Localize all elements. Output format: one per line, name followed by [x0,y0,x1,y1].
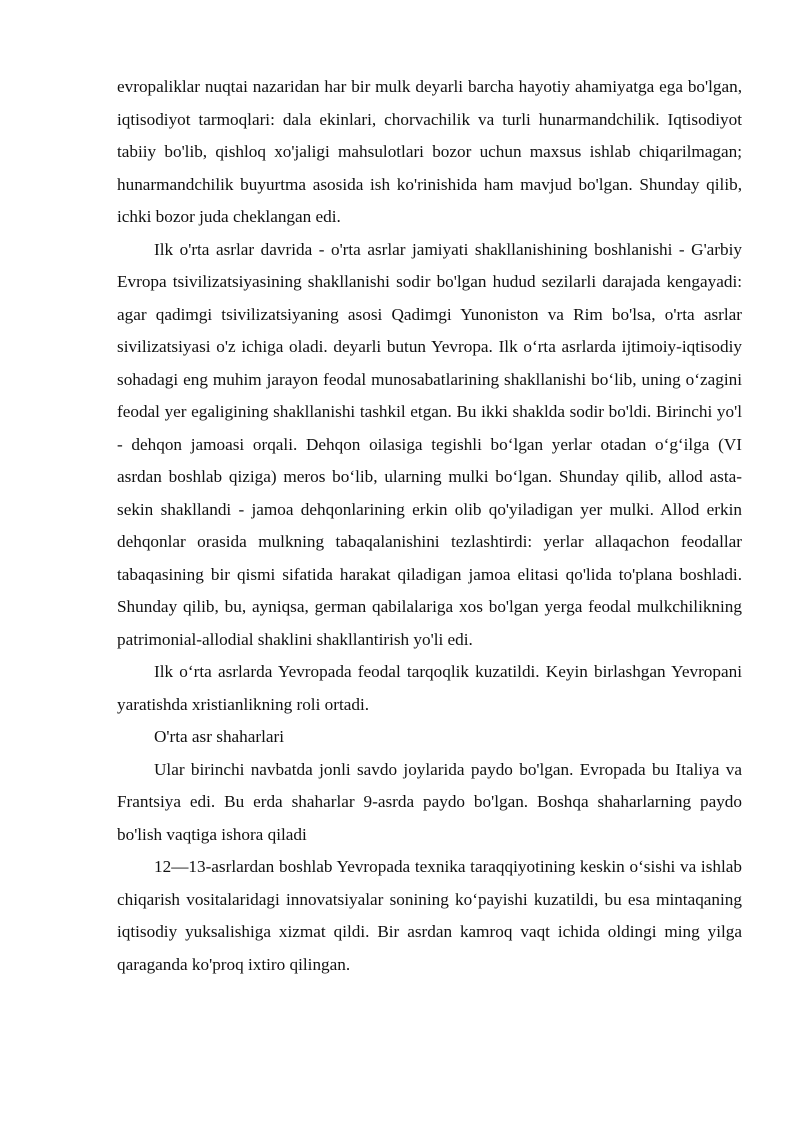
paragraph-4: Ular birinchi navbatda jonli savdo joylarida paydo bo'lgan. Evropada bu Italiya va Frantsiya edi. Bu erda shaharlar 9-asrda paydo bo'lgan. Boshqa shaharlarning paydo bo'lish vaqtiga ishora qiladi [117,759,742,844]
paragraph-3: Ilk o‘rta asrlarda Yevropada feodal tarqoqlik kuzatildi. Keyin birlashgan Yevropani yaratishda xristianlikning roli ortadi. [117,662,742,714]
section-heading: O'rta asr shaharlari [154,727,285,746]
document-page [117,71,742,981]
paragraph-1: evropaliklar nuqtai nazaridan har bir mulk deyarli barcha hayotiy ahamiyatga ega bo'lgan, iqtisodiyot tarmoqlari: dala ekinlari, chorvachilik va turli hunarmandchilik. Iqtisodiyot tabiiy bo'lib, qishloq xo'jaligi mahsulotlari bozor uchun maxsus ishlab chiqarilmagan; hunarmandchilik buyurtma asosida ish ko'rinishida ham mavjud bo'lgan. Shunday qilib, ichki bozor juda cheklangan edi. [117,77,742,226]
paragraph-5: 12—13-asrlardan boshlab Yevropada texnika taraqqiyotining keskin o‘sishi va ishlab chiqarish vositalaridagi innovatsiyalar sonining ko‘payishi kuzatildi, bu esa mintaqaning iqtisodiy yuksalishiga xizmat qildi. Bir asrdan kamroq vaqt ichida oldingi ming yilga qaraganda ko'proq ixtiro qilingan. [117,857,742,974]
paragraph-2: Ilk o'rta asrlar davrida - o'rta asrlar jamiyati shakllanishining boshlanishi - G'arbiy Evropa tsivilizatsiyasining shakllanishi sodir bo'lgan hudud sezilarli darajada kengayadi: agar qadimgi tsivilizatsiyaning asosi Qadimgi Yunoniston va Rim bo'lsa, o'rta asrlar sivilizatsiyasi o'z ichiga oladi. deyarli butun Yevropa. Ilk o‘rta asrlarda ijtimoiy-iqtisodiy sohadagi eng muhim jarayon feodal munosabatlarining shakllanishi bo‘lib, uning o‘zagini feodal yer egaligining shakllanishi tashkil etgan. Bu ikki shaklda sodir bo'ldi. Birinchi yo'l - dehqon jamoasi orqali. Dehqon oilasiga tegishli bo‘lgan yerlar otadan o‘g‘ilga (VI asrdan boshlab qiziga) meros bo‘lib, ularning mulki bo‘lgan. Shunday qilib, allod asta-sekin shakllandi - jamoa dehqonlarining erkin olib qo'yiladigan yer mulki. Allod erkin dehqonlar orasida mulkning tabaqalanishini tezlashtirdi: yerlar allaqachon feodallar tabaqasining bir qismi sifatida harakat qiladigan jamoa elitasi qo'lida to'plana boshladi. Shunday qilib, bu, ayniqsa, german qabilalariga xos bo'lgan yerga feodal mulkchilikning patrimonial-allodial shaklini shakllantirish yo'li edi. [117,239,742,649]
